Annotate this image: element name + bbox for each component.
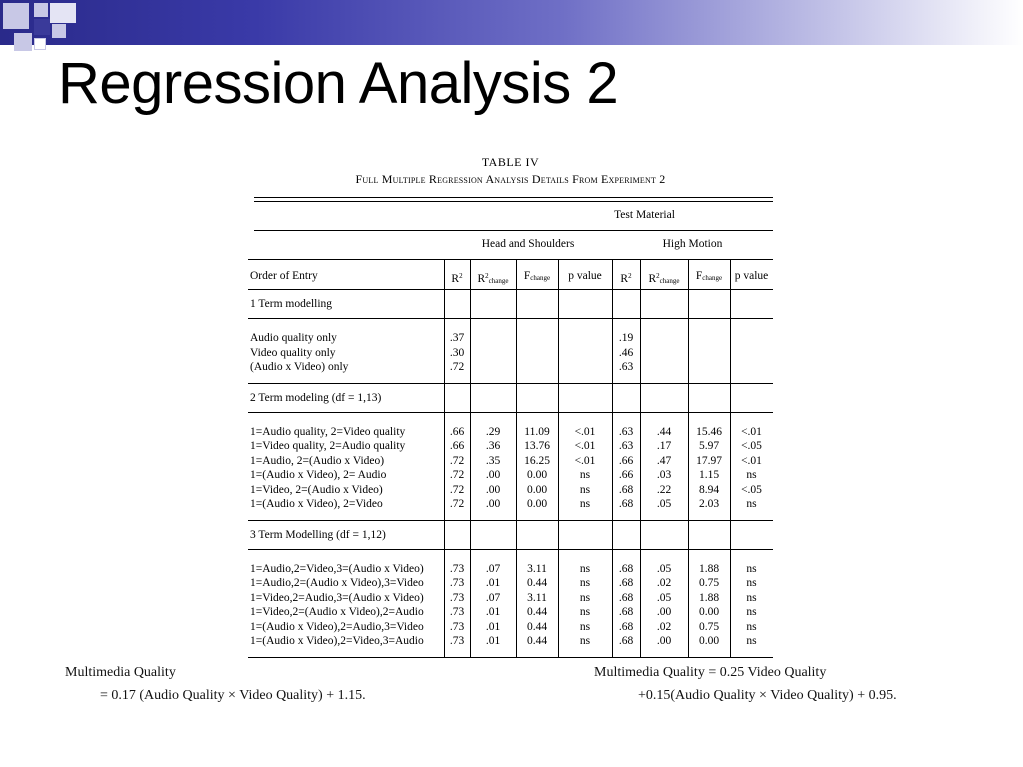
table-cell: ns bbox=[746, 577, 757, 589]
column-header bbox=[612, 269, 640, 287]
table-cell: 0.00 bbox=[526, 483, 548, 496]
table-cell: ns bbox=[746, 469, 757, 481]
table-cell: ns bbox=[746, 606, 757, 618]
table-cell: ns bbox=[579, 577, 591, 589]
table-cell: .68 bbox=[618, 635, 634, 647]
table-cell: .72 bbox=[449, 498, 465, 510]
table-cell: .07 bbox=[485, 562, 501, 575]
table-cell: .29 bbox=[485, 425, 501, 438]
table-cell: 16.25 bbox=[524, 454, 550, 467]
table-cell: .63 bbox=[618, 440, 634, 452]
table-rule bbox=[248, 259, 773, 260]
table-cell: .30 bbox=[449, 346, 465, 359]
table-cell: ns bbox=[579, 620, 591, 633]
table-column-divider bbox=[640, 259, 641, 657]
table-cell: 8.94 bbox=[698, 483, 720, 496]
left-formula-line1: Multimedia Quality bbox=[65, 665, 176, 680]
group-header-head-and-shoulders: Head and Shoulders bbox=[481, 238, 575, 250]
table-cell: .19 bbox=[618, 332, 634, 344]
table-cell: .73 bbox=[449, 635, 465, 647]
table-cell: .05 bbox=[656, 562, 672, 575]
table-cell: .35 bbox=[485, 454, 501, 467]
table-cell: .68 bbox=[618, 591, 634, 604]
table-cell: .73 bbox=[449, 591, 465, 604]
table-rule bbox=[254, 197, 773, 198]
table-cell: .01 bbox=[485, 606, 501, 618]
row-entry: Video quality only bbox=[250, 346, 336, 359]
table-cell: .01 bbox=[485, 620, 501, 633]
column-header-superscript: 2 bbox=[485, 272, 489, 280]
table-cell: .47 bbox=[656, 454, 672, 467]
table-cell: .00 bbox=[656, 635, 672, 647]
table-cell: 0.75 bbox=[698, 577, 720, 589]
table-cell: .68 bbox=[618, 606, 634, 618]
column-header bbox=[688, 269, 730, 286]
table-cell: <.01 bbox=[574, 425, 596, 438]
row-entry: 1=Audio,2=Video,3=(Audio x Video) bbox=[250, 562, 424, 575]
table-cell: 0.44 bbox=[526, 620, 548, 633]
table-cell: 1.88 bbox=[698, 591, 720, 604]
row-entry: 1=Audio,2=(Audio x Video),3=Video bbox=[250, 577, 424, 589]
table-cell: .73 bbox=[449, 577, 465, 589]
table-cell: .63 bbox=[618, 361, 634, 373]
table-cell: .00 bbox=[485, 483, 501, 496]
table-cell: 5.97 bbox=[698, 440, 720, 452]
column-header bbox=[558, 269, 612, 284]
section-rule bbox=[248, 318, 773, 319]
table-cell: .72 bbox=[449, 469, 465, 481]
table-cell: .05 bbox=[656, 498, 672, 510]
column-header-symbol: p value bbox=[568, 270, 602, 282]
row-entry: 1=Video,2=Audio,3=(Audio x Video) bbox=[250, 591, 424, 604]
table-cell: .72 bbox=[449, 361, 465, 373]
table-cell: .68 bbox=[618, 483, 634, 496]
table-cell: <.01 bbox=[741, 425, 762, 438]
row-entry: 1=Video,2=(Audio x Video),2=Audio bbox=[250, 606, 424, 618]
section-rule bbox=[248, 383, 773, 384]
column-header-superscript: 2 bbox=[628, 272, 632, 280]
row-entry: 1=(Audio x Video), 2= Audio bbox=[250, 469, 387, 481]
column-header-subscript: change bbox=[488, 277, 509, 285]
table-cell: <.01 bbox=[574, 440, 596, 452]
column-header bbox=[470, 269, 516, 289]
table-caption-number: TABLE IV bbox=[481, 155, 540, 169]
table-cell: .01 bbox=[485, 577, 501, 589]
table-cell: <.01 bbox=[574, 454, 596, 467]
header-gradient-band bbox=[0, 0, 1023, 45]
table-cell: .73 bbox=[449, 562, 465, 575]
table-cell: 13.76 bbox=[524, 440, 550, 452]
table-cell: 15.46 bbox=[696, 425, 722, 438]
table-cell: .68 bbox=[618, 498, 634, 510]
table-body bbox=[248, 155, 773, 645]
table-cell: .36 bbox=[485, 440, 501, 452]
table-cell: .66 bbox=[618, 454, 634, 467]
row-entry: 1=(Audio x Video),2=Video,3=Audio bbox=[250, 635, 424, 647]
table-column-divider bbox=[558, 259, 559, 657]
table-cell: .03 bbox=[656, 469, 672, 481]
table-cell: .00 bbox=[656, 606, 672, 618]
column-header-symbol: R bbox=[648, 273, 657, 285]
table-column-divider bbox=[730, 259, 731, 657]
column-header-symbol: R bbox=[620, 273, 629, 285]
table-column-divider bbox=[688, 259, 689, 657]
table-cell: 0.00 bbox=[698, 635, 720, 647]
slide-title: Regression Analysis 2 bbox=[58, 51, 619, 116]
row-entry: Audio quality only bbox=[250, 332, 337, 344]
right-formula-line2: +0.15(Audio Quality × Video Quality) + 0.95. bbox=[638, 688, 897, 703]
table-cell: ns bbox=[579, 469, 591, 481]
table-cell: .17 bbox=[656, 440, 672, 452]
table-column-divider bbox=[470, 259, 471, 657]
table-cell: 3.11 bbox=[527, 591, 547, 604]
left-formula-line2: = 0.17 (Audio Quality × Video Quality) + 1.15. bbox=[100, 688, 366, 703]
group-header-high-motion: High Motion bbox=[662, 238, 723, 250]
table-cell: .66 bbox=[449, 425, 465, 438]
row-entry: 1=Audio quality, 2=Video quality bbox=[250, 425, 406, 438]
table-cell: .01 bbox=[485, 635, 501, 647]
table-cell: <.05 bbox=[741, 440, 762, 452]
table-cell: ns bbox=[579, 498, 591, 510]
column-header-order-of-entry: Order of Entry bbox=[250, 270, 318, 282]
table-cell: <.05 bbox=[741, 483, 762, 496]
table-cell: .72 bbox=[449, 483, 465, 496]
row-entry: 1=(Audio x Video), 2=Video bbox=[250, 498, 383, 510]
table-cell: 0.44 bbox=[526, 577, 548, 589]
table-cell: .66 bbox=[618, 469, 634, 481]
table-caption-title: Full Multiple Regression Analysis Details From Experiment 2 bbox=[355, 172, 666, 186]
table-cell: ns bbox=[579, 606, 591, 618]
table-rule bbox=[248, 289, 773, 290]
table-column-divider bbox=[516, 259, 517, 657]
column-header-symbol: R bbox=[451, 273, 460, 285]
table-cell: .73 bbox=[449, 620, 465, 633]
section-rule bbox=[248, 412, 773, 413]
table-cell: .02 bbox=[656, 620, 672, 633]
column-header bbox=[444, 269, 470, 287]
table-cell: 1.88 bbox=[698, 562, 720, 575]
column-header-symbol: F bbox=[523, 270, 531, 282]
column-header-symbol: p value bbox=[734, 270, 769, 282]
table-cell: 2.03 bbox=[698, 498, 720, 510]
table-cell: .63 bbox=[618, 425, 634, 438]
column-header-subscript: change bbox=[530, 274, 551, 282]
table-cell: .00 bbox=[485, 469, 501, 481]
column-header-subscript: change bbox=[659, 277, 680, 285]
table-column-divider bbox=[612, 259, 613, 657]
row-entry: (Audio x Video) only bbox=[250, 361, 349, 373]
column-header-symbol: F bbox=[695, 270, 703, 282]
table-cell: ns bbox=[746, 562, 757, 575]
row-entry: 1=Audio, 2=(Audio x Video) bbox=[250, 454, 385, 467]
table-cell: .66 bbox=[449, 440, 465, 452]
row-entry: 1=(Audio x Video),2=Audio,3=Video bbox=[250, 620, 424, 633]
table-cell: 0.75 bbox=[698, 620, 720, 633]
table-cell: ns bbox=[746, 635, 757, 647]
section-label: 1 Term modelling bbox=[250, 298, 333, 310]
table-cell: .68 bbox=[618, 562, 634, 575]
table-cell: 0.44 bbox=[526, 606, 548, 618]
table-cell: ns bbox=[579, 562, 591, 575]
table-cell: 0.00 bbox=[526, 498, 548, 510]
table-rule bbox=[254, 230, 773, 231]
table-cell: 11.09 bbox=[524, 425, 550, 438]
table-cell: .22 bbox=[656, 483, 672, 496]
table-cell: 1.15 bbox=[698, 469, 720, 481]
table-cell: .00 bbox=[485, 498, 501, 510]
super-header: Test Material bbox=[614, 209, 675, 221]
section-label: 3 Term Modelling (df = 1,12) bbox=[250, 528, 386, 541]
table-cell: .73 bbox=[449, 606, 465, 618]
table-cell: .05 bbox=[656, 591, 672, 604]
table-cell: ns bbox=[746, 620, 757, 633]
column-header-symbol: R bbox=[477, 273, 486, 285]
table-rule bbox=[254, 201, 773, 202]
table-cell: ns bbox=[746, 591, 757, 604]
table-cell: 3.11 bbox=[527, 562, 547, 575]
table-cell: 0.00 bbox=[698, 606, 720, 618]
table-cell: 0.44 bbox=[526, 635, 548, 647]
table-cell: <.01 bbox=[741, 454, 762, 467]
section-rule bbox=[248, 520, 773, 521]
column-header bbox=[516, 269, 558, 286]
table-cell: ns bbox=[579, 591, 591, 604]
column-header-subscript: change bbox=[702, 274, 723, 282]
column-header bbox=[730, 269, 773, 284]
table-column-divider bbox=[444, 259, 445, 657]
row-entry: 1=Video, 2=(Audio x Video) bbox=[250, 483, 383, 496]
table-cell: .72 bbox=[449, 454, 465, 467]
section-rule bbox=[248, 657, 773, 658]
table-cell: ns bbox=[579, 635, 591, 647]
table-cell: .37 bbox=[449, 332, 465, 344]
section-rule bbox=[248, 549, 773, 550]
table-cell: .68 bbox=[618, 577, 634, 589]
table-cell: ns bbox=[579, 483, 591, 496]
table-cell: ns bbox=[746, 498, 757, 510]
right-formula-line1: Multimedia Quality = 0.25 Video Quality bbox=[594, 665, 827, 680]
table-cell: .02 bbox=[656, 577, 672, 589]
column-header-superscript: 2 bbox=[656, 272, 660, 280]
table-cell: .68 bbox=[618, 620, 634, 633]
column-header bbox=[640, 269, 688, 289]
table-cell: 0.00 bbox=[526, 469, 548, 481]
table-cell: .07 bbox=[485, 591, 501, 604]
regression-table bbox=[248, 155, 773, 647]
table-cell: .46 bbox=[618, 346, 634, 359]
section-label: 2 Term modeling (df = 1,13) bbox=[250, 391, 382, 404]
table-cell: 17.97 bbox=[696, 454, 722, 467]
table-cell: .44 bbox=[656, 425, 672, 438]
column-header-superscript: 2 bbox=[459, 272, 463, 280]
row-entry: 1=Video quality, 2=Audio quality bbox=[250, 440, 406, 452]
